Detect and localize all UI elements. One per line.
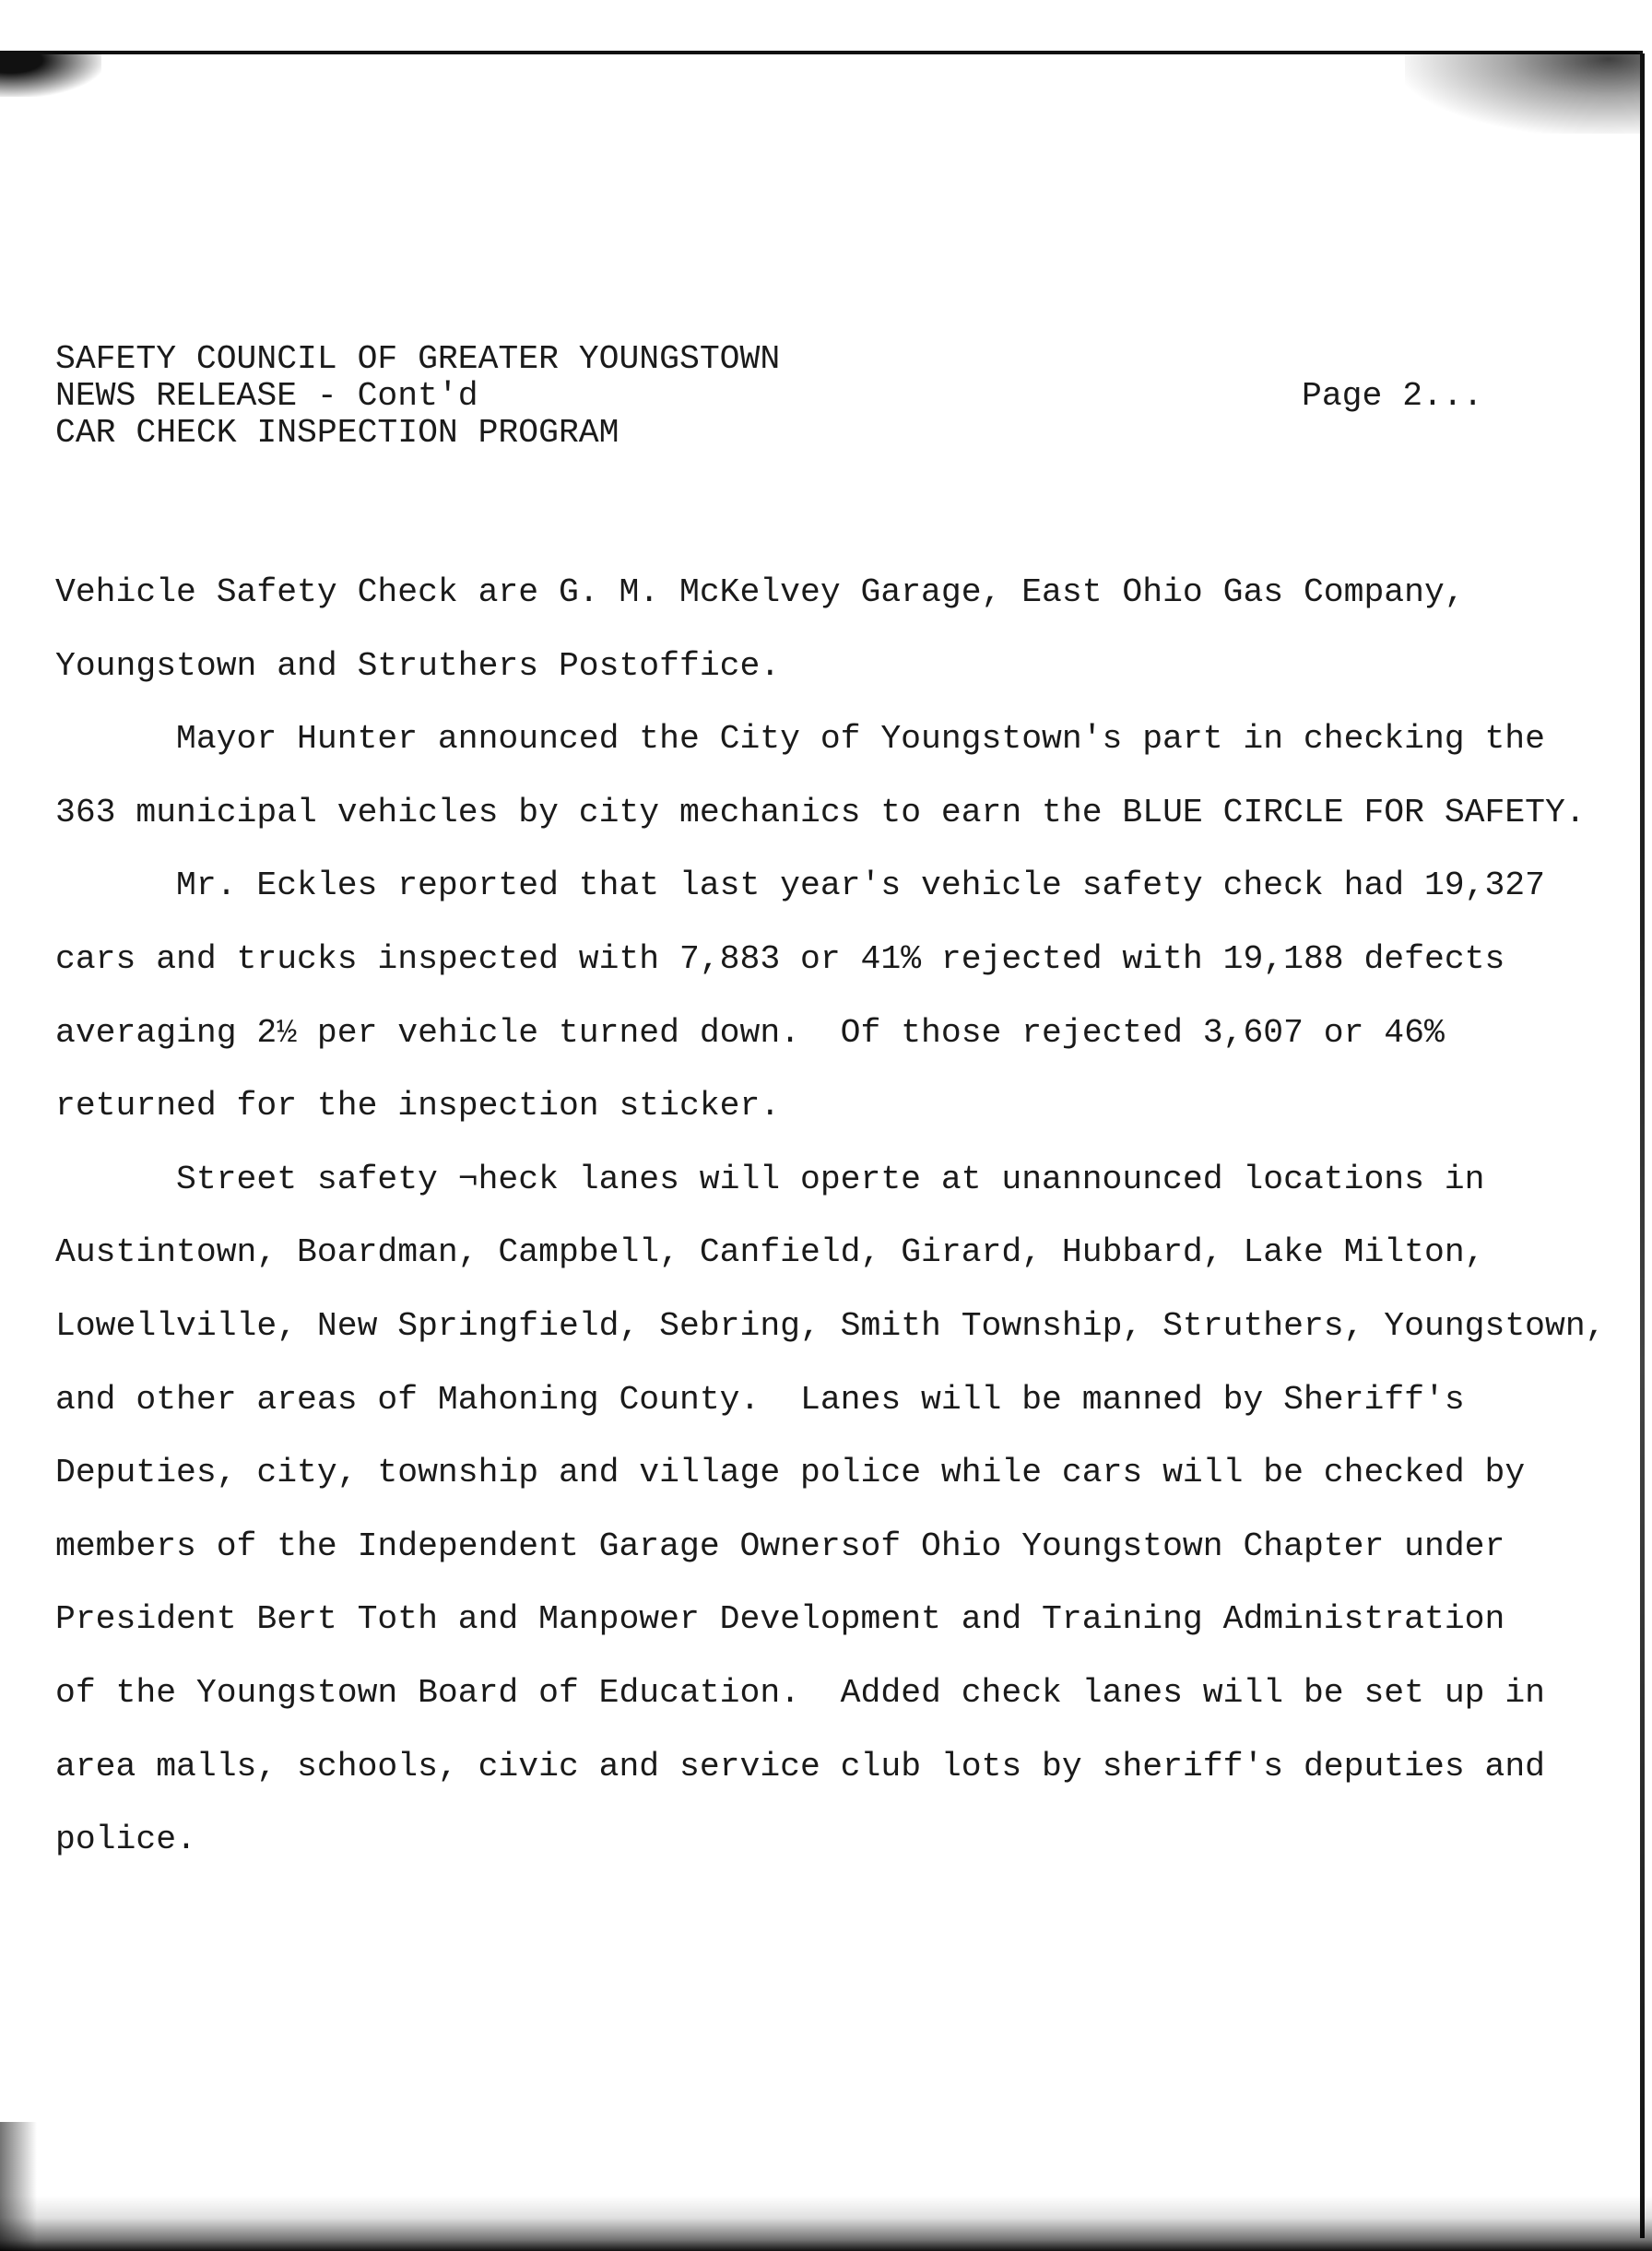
release-label: NEWS RELEASE - Cont'd: [55, 377, 478, 415]
body-line: President Bert Toth and Manpower Development and Training Administration: [55, 1600, 1505, 1639]
body-line: Austintown, Boardman, Campbell, Canfield, Girard, Hubbard, Lake Milton,: [55, 1233, 1485, 1272]
scan-edge-bottom: [0, 2196, 1652, 2251]
organization-name: SAFETY COUNCIL OF GREATER YOUNGSTOWN: [55, 340, 781, 378]
body-line: Lowellville, New Springfield, Sebring, Smith Township, Struthers, Youngstown,: [55, 1306, 1606, 1345]
body-text: [55, 556, 1606, 1877]
body-line: and other areas of Mahoning County. Lanes will be manned by Sheriff's: [55, 1380, 1465, 1419]
body-line: of the Youngstown Board of Education. Added check lanes will be set up in: [55, 1673, 1546, 1712]
body-line: cars and trucks inspected with 7,883 or 41% rejected with 19,188 defects: [55, 939, 1505, 978]
body-line: Vehicle Safety Check are G. M. McKelvey Garage, East Ohio Gas Company,: [55, 573, 1465, 611]
body-line: Youngstown and Struthers Postoffice.: [55, 646, 781, 685]
body-line: 363 municipal vehicles by city mechanics to earn the BLUE CIRCLE FOR SAFETY.: [55, 793, 1586, 831]
page-number: Page 2...: [1302, 377, 1483, 415]
body-line: members of the Independent Garage Ownersof Ohio Youngstown Chapter under: [55, 1526, 1505, 1565]
body-line: area malls, schools, civic and service club lots by sheriff's deputies and: [55, 1747, 1546, 1785]
program-title: CAR CHECK INSPECTION PROGRAM: [55, 414, 620, 452]
paragraph-start-line: Street safety ¬heck lanes will operte at unannounced locations in: [176, 1160, 1485, 1198]
scan-artifact-bottom-left: [0, 2122, 37, 2251]
scan-artifact-top-right: [1405, 51, 1645, 134]
scan-edge-right: [1640, 53, 1645, 2238]
body-line: returned for the inspection sticker.: [55, 1087, 781, 1126]
body-line: Deputies, city, township and village police while cars will be checked by: [55, 1454, 1526, 1492]
scan-edge-top: [0, 51, 1643, 54]
paragraph-start-line: Mayor Hunter announced the City of Youngstown's part in checking the: [176, 720, 1545, 759]
scan-artifact-top-left: [0, 51, 101, 97]
paragraph-start-line: Mr. Eckles reported that last year's vehicle safety check had 19,327: [176, 866, 1545, 905]
body-line: police.: [55, 1821, 196, 1859]
letterhead: [55, 341, 780, 452]
body-line: averaging 2½ per vehicle turned down. Of those rejected 3,607 or 46%: [55, 1013, 1445, 1052]
